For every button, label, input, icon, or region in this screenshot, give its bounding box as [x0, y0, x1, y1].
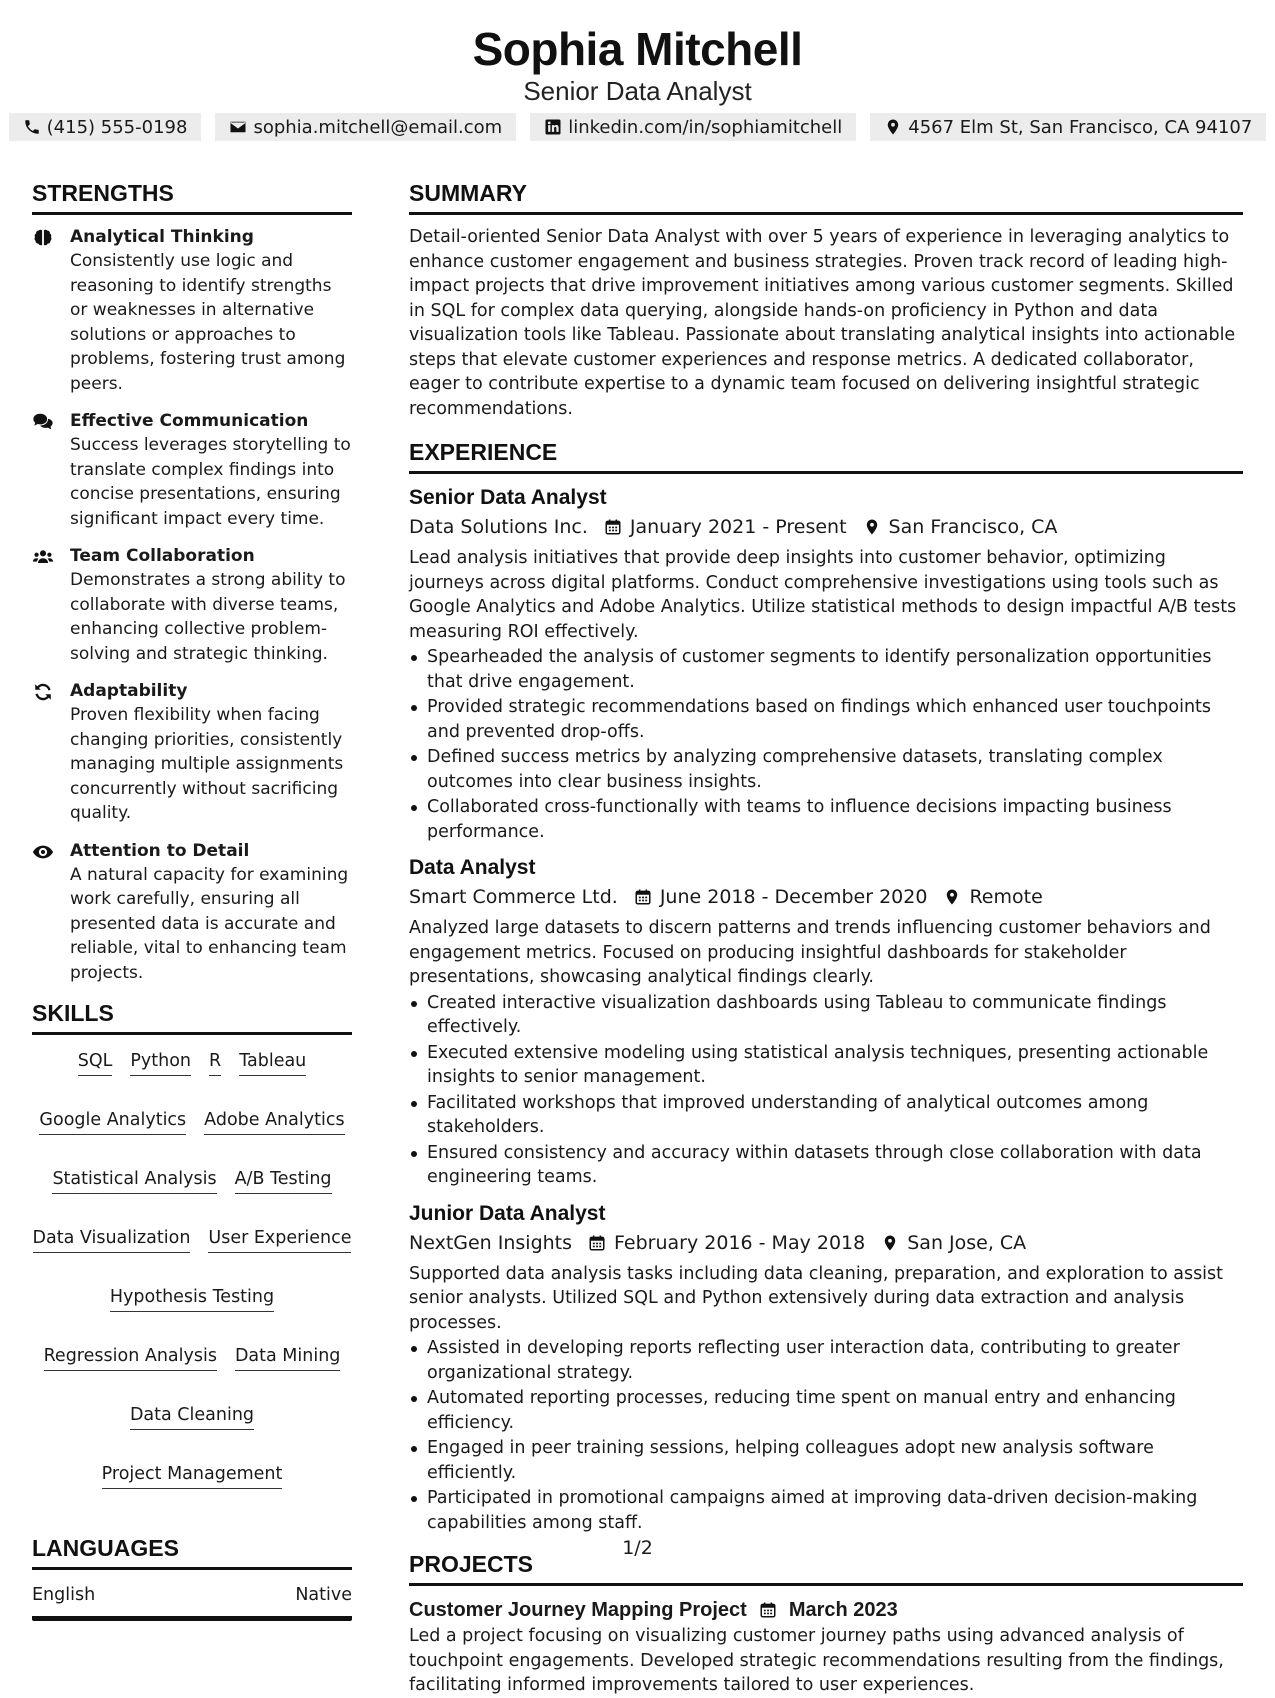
skill-tag: Hypothesis Testing: [110, 1285, 274, 1312]
contact-bar: [0, 113, 1275, 141]
page-number: 1/2: [622, 1537, 653, 1559]
job-description: Analyzed large datasets to discern patterns and trends influencing customer behaviors and engagement metrics. Focused on producing insightful dashboards for stakeholder presentations, showcasing analytical findings clearly.: [409, 918, 1211, 987]
contact-linkedin-text: linkedin.com/in/sophiamitchell: [568, 116, 843, 138]
project-description: Led a project focusing on visualizing customer journey paths using advanced analysis of touchpoint engagements. Developed strategic recommendations resulting from the findings, facilitating informed improvements tailored to user experiences.: [409, 1626, 1224, 1695]
contact-linkedin[interactable]: [530, 113, 856, 141]
list-item: Provided strategic recommendations based on findings which enhanced user touchpoints and prevented drop-offs.: [409, 695, 1243, 744]
job-company: Data Solutions Inc.: [409, 516, 588, 538]
calendar-icon: [588, 1234, 606, 1252]
list-item: Spearheaded the analysis of customer segments to identify personalization opportunities that drive engagement.: [409, 645, 1243, 694]
strength-text: Proven flexibility when facing changing priorities, consistently managing multiple assignments concurrently without sacrificing quality.: [70, 705, 344, 823]
job-description: Lead analysis initiatives that provide deep insights into customer behavior, optimizing journeys across digital platforms. Conduct comprehensive investigations using tools such as Google Analytics and Adobe Analytics. Utilize statistical methods to design impactful A/B tests measuring ROI effectively.: [409, 548, 1237, 642]
list-item: Defined success metrics by analyzing comprehensive datasets, translating complex outcomes into clear business insights.: [409, 745, 1243, 794]
eye-icon: [32, 841, 54, 863]
strength-text: Success leverages storytelling to translate complex findings into concise presentations, ensuring significant impact every time.: [70, 435, 351, 529]
candidate-name: Sophia Mitchell: [472, 23, 803, 75]
job-location: Remote: [969, 886, 1043, 908]
calendar-icon: [759, 1601, 777, 1619]
job-entry: [409, 854, 1243, 1190]
list-item: Collaborated cross-functionally with teams to influence decisions impacting business performance.: [409, 795, 1243, 844]
contact-address-text: 4567 Elm St, San Francisco, CA 94107: [908, 116, 1253, 138]
comments-icon: [32, 411, 54, 433]
list-item: Participated in promotional campaigns aimed at improving data-driven decision-making capabilities among staff.: [409, 1486, 1243, 1535]
project-header: [409, 1596, 1243, 1624]
job-entry: [409, 1200, 1243, 1536]
contact-address: [870, 113, 1266, 141]
skill-tag: Statistical Analysis: [52, 1167, 216, 1194]
job-meta: [409, 512, 1243, 542]
job-title: Junior Data Analyst: [409, 1201, 606, 1225]
strength-text: Demonstrates a strong ability to collaborate with diverse teams, enhancing collective problem-solving and strategic thinking.: [70, 570, 346, 664]
job-company: NextGen Insights: [409, 1231, 573, 1254]
job-dates: June 2018 - December 2020: [659, 886, 928, 908]
skill-tag: Project Management: [102, 1462, 283, 1489]
envelope-icon: [229, 118, 247, 136]
skill-tag: SQL: [78, 1049, 113, 1076]
list-item: Ensured consistency and accuracy within datasets through close collaboration with data engineering teams.: [409, 1141, 1243, 1190]
strength-title: Attention to Detail: [70, 840, 250, 861]
job-meta: [409, 882, 1243, 912]
candidate-title: Senior Data Analyst: [523, 76, 752, 106]
contact-email[interactable]: [215, 113, 516, 141]
strength-title: Adaptability: [70, 681, 188, 701]
strength-title: Analytical Thinking: [70, 227, 254, 247]
project-entry: [409, 1596, 1243, 1698]
job-title: Data Analyst: [409, 856, 536, 879]
calendar-icon: [604, 518, 622, 536]
job-bullets: [409, 645, 1243, 844]
list-item: Executed extensive modeling using statistical analysis techniques, presenting actionable insights to senior management.: [409, 1041, 1243, 1090]
right-column: [409, 178, 1243, 1698]
projects-heading: PROJECTS: [409, 1549, 1243, 1586]
strength-item: [32, 839, 352, 986]
summary-text: Detail-oriented Senior Data Analyst with over 5 years of experience in leveraging analytics to enhance customer engagement and business strategies. Proven track record of leading high-impact projects that drive improvement initiatives among various customer segments. Skilled in SQL for complex data querying, alongside hands-on proficiency in Python and data visualization tools like Tableau. Passionate about translating analytical insights into actionable steps that elevate customer experiences and response metrics. A dedicated collaborator, eager to contribute expertise to a dynamic team focused on delivering insightful strategic recommendations.: [409, 227, 1236, 419]
skill-tag: Data Mining: [235, 1344, 340, 1371]
strength-item: [32, 544, 352, 666]
strength-item: [32, 409, 352, 531]
job-bullets: [409, 991, 1243, 1190]
list-item: Automated reporting processes, reducing time spent on manual entry and enhancing efficiency.: [409, 1386, 1243, 1435]
strength-text: Consistently use logic and reasoning to identify strengths or weaknesses in alternative solutions or approaches to problems, fostering trust among peers.: [70, 251, 346, 394]
linkedin-icon: [544, 118, 562, 136]
skill-tag: Tableau: [239, 1049, 306, 1076]
list-item: Engaged in peer training sessions, helping colleagues adopt new analysis software efficiently.: [409, 1436, 1243, 1485]
strength-title: Effective Communication: [70, 411, 309, 431]
strength-title: Team Collaboration: [70, 546, 255, 566]
brain-icon: [32, 227, 54, 249]
strengths-heading: STRENGTHS: [32, 178, 352, 215]
map-pin-icon: [881, 1234, 899, 1252]
contact-phone-text: (415) 555-0198: [46, 116, 188, 138]
experience-heading: EXPERIENCE: [409, 437, 1243, 474]
job-location: San Francisco, CA: [888, 516, 1058, 538]
list-item: Facilitated workshops that improved understanding of analytical outcomes among stakeholders.: [409, 1091, 1243, 1140]
skill-tag: A/B Testing: [235, 1167, 332, 1194]
job-bullets: [409, 1336, 1243, 1535]
job-dates: February 2016 - May 2018: [614, 1231, 866, 1254]
languages-heading: LANGUAGES: [32, 1533, 352, 1570]
phone-icon: [23, 118, 41, 136]
contact-phone[interactable]: [9, 113, 202, 141]
skill-tag: Data Cleaning: [130, 1403, 254, 1430]
project-title: Customer Journey Mapping Project: [409, 1599, 747, 1621]
strength-item: [32, 679, 352, 826]
skills-heading: SKILLS: [32, 998, 352, 1035]
skill-tag: Regression Analysis: [44, 1344, 217, 1371]
resume-header: [0, 22, 1275, 106]
map-pin-icon: [884, 118, 902, 136]
skill-tag: Python: [130, 1049, 191, 1076]
job-title: Senior Data Analyst: [409, 486, 607, 509]
calendar-icon: [634, 888, 652, 906]
skill-tag: Google Analytics: [39, 1108, 186, 1135]
left-column: [32, 178, 352, 1621]
job-entry: [409, 484, 1243, 844]
skill-tag: Adobe Analytics: [204, 1108, 344, 1135]
job-meta: [409, 1228, 1243, 1258]
job-company: Smart Commerce Ltd.: [409, 886, 618, 908]
skill-tag: Data Visualization: [33, 1226, 191, 1253]
list-item: Assisted in developing reports reflecting user interaction data, contributing to greater organizational strategy.: [409, 1336, 1243, 1385]
skills-list: [32, 1045, 352, 1495]
job-location: San Jose, CA: [907, 1231, 1027, 1254]
list-item: Created interactive visualization dashboards using Tableau to communicate findings effectively.: [409, 991, 1243, 1040]
language-row: [32, 1582, 352, 1621]
job-description: Supported data analysis tasks including data cleaning, preparation, and exploration to assist senior analysts. Utilized SQL and Python extensively during data extraction and analysis processes.: [409, 1263, 1224, 1333]
summary-heading: SUMMARY: [409, 178, 1243, 215]
map-pin-icon: [943, 888, 961, 906]
skill-tag: User Experience: [208, 1226, 351, 1253]
sync-icon: [32, 681, 54, 703]
job-dates: January 2021 - Present: [629, 516, 847, 538]
language-level: Native: [295, 1585, 352, 1605]
map-pin-icon: [863, 518, 881, 536]
users-icon: [32, 546, 54, 568]
skill-tag: R: [209, 1049, 221, 1076]
strength-text: A natural capacity for examining work carefully, ensuring all presented data is accurate and reliable, vital to enhancing team projects.: [70, 864, 349, 983]
strength-item: [32, 225, 352, 396]
contact-email-text: sophia.mitchell@email.com: [253, 116, 503, 138]
project-date: March 2023: [788, 1599, 898, 1621]
language-name: English: [32, 1585, 96, 1605]
